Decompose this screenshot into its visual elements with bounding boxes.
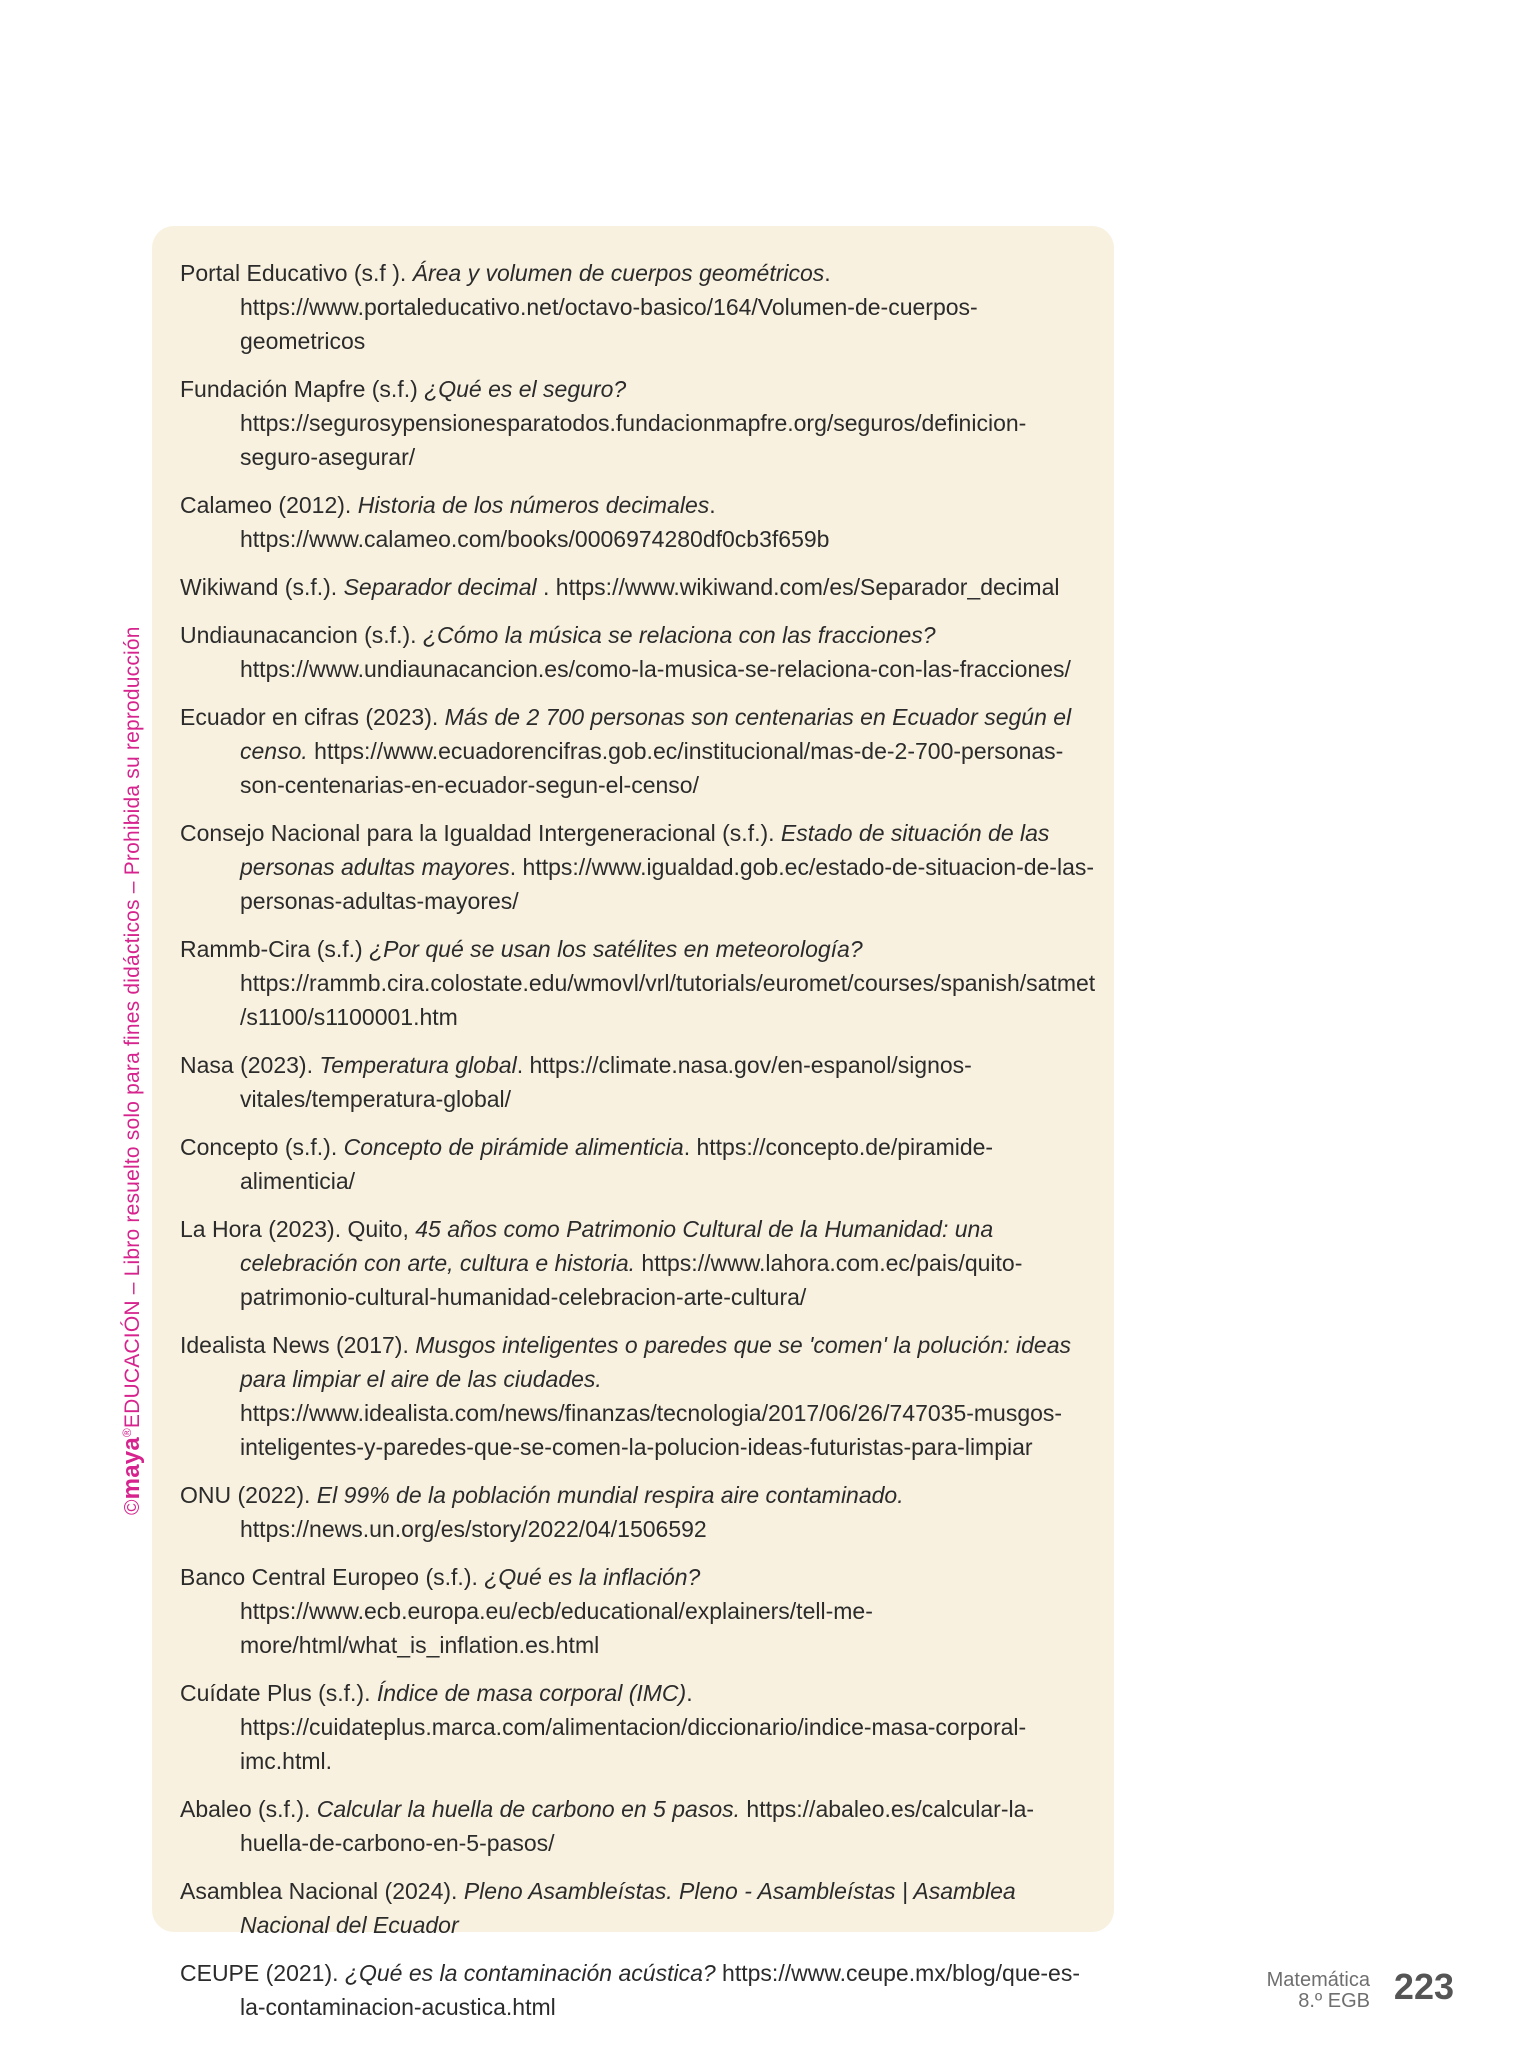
reference-entry xyxy=(180,1212,1096,1314)
reference-link[interactable]: . https://www.calameo.com/books/0006974280df0cb3f659b xyxy=(240,492,830,552)
reference-entry xyxy=(180,1792,1096,1860)
reference-author: Cuídate Plus (s.f.). xyxy=(180,1680,377,1706)
reference-author: Abaleo (s.f.). xyxy=(180,1796,317,1822)
reference-link[interactable]: https://www.ecuadorencifras.gob.ec/institucional/mas-de-2-700-personas-son-centenarias-en-ecuador-segun-el-censo/ xyxy=(240,738,1064,798)
reference-entry xyxy=(180,488,1096,556)
reference-entry xyxy=(180,700,1096,802)
reference-entry xyxy=(180,1130,1096,1198)
reference-link[interactable]: . https://www.portaleducativo.net/octavo-basico/164/Volumen-de-cuerpos-geometricos xyxy=(240,260,978,354)
reference-entry xyxy=(180,570,1096,604)
reference-title: 45 años como Patrimonio Cultural de la Humanidad: una celebración con arte, cultura e historia. xyxy=(240,1216,994,1276)
reference-title: Área y volumen de cuerpos geométricos xyxy=(412,260,825,286)
reference-author: ONU (2022). xyxy=(180,1482,317,1508)
reference-author: Concepto (s.f.). xyxy=(180,1134,344,1160)
publisher-brand: maya xyxy=(118,1437,145,1500)
reference-link[interactable]: https://rammb.cira.colostate.edu/wmovl/vrl/tutorials/euromet/courses/spanish/satmet/s1100/s1100001.htm xyxy=(240,970,1096,1030)
footer-subject: Matemática xyxy=(1266,1969,1370,1991)
reference-link[interactable]: https://www.ecb.europa.eu/ecb/educational/explainers/tell-me-more/html/what_is_inflation.es.html xyxy=(240,1598,873,1658)
copyright-symbol: © xyxy=(121,1499,144,1515)
reference-title: Pleno Asambleístas. Pleno - Asambleístas | Asamblea Nacional del Ecuador xyxy=(240,1878,1016,1938)
reference-link[interactable]: . https://www.wikiwand.com/es/Separador_decimal xyxy=(536,574,1060,600)
reference-author: Idealista News (2017). xyxy=(180,1332,416,1358)
reference-link[interactable]: . https://climate.nasa.gov/en-espanol/signos-vitales/temperatura-global/ xyxy=(240,1052,972,1112)
reference-entry xyxy=(180,372,1096,474)
reference-author: Nasa (2023). xyxy=(180,1052,320,1078)
reference-link[interactable]: https://www.lahora.com.ec/pais/quito-patrimonio-cultural-humanidad-celebracion-arte-cultura/ xyxy=(240,1250,1023,1310)
reference-entry xyxy=(180,1560,1096,1662)
reference-title: El 99% de la población mundial respira aire contaminado. xyxy=(316,1482,904,1508)
reference-entry xyxy=(180,1874,1096,1942)
reference-title: ¿Qué es la contaminación acústica? xyxy=(344,1960,716,1986)
reference-author: Consejo Nacional para la Igualdad Intergeneracional (s.f.). xyxy=(180,820,781,846)
reference-title: Separador decimal xyxy=(343,574,537,600)
reference-entry xyxy=(180,618,1096,686)
reference-link[interactable]: https://segurosypensionesparatodos.fundacionmapfre.org/seguros/definicion-seguro-asegurar/ xyxy=(240,410,1027,470)
reference-title: Musgos inteligentes o paredes que se 'comen' la polución: ideas para limpiar el aire de las ciudades. xyxy=(240,1332,1071,1392)
reference-entry xyxy=(180,1676,1096,1778)
page-number: 223 xyxy=(1393,1966,1454,2007)
reference-title: Historia de los números decimales xyxy=(357,492,710,518)
reference-author: Rammb-Cira (s.f.) xyxy=(180,936,370,962)
reference-entry xyxy=(180,1048,1096,1116)
reference-title: Estado de situación de las personas adultas mayores xyxy=(240,820,1050,880)
copyright-text: EDUCACIÓN – Libro resuelto solo para fines didácticos – Prohibida su reproducción xyxy=(121,626,144,1429)
reference-title: ¿Por qué se usan los satélites en meteorología? xyxy=(369,936,863,962)
reference-link[interactable]: https://www.ceupe.mx/blog/que-es-la-contaminacion-acustica.html xyxy=(240,1960,1081,2020)
reference-author: Ecuador en cifras (2023). xyxy=(180,704,445,730)
reference-link[interactable]: . https://concepto.de/piramide-alimenticia/ xyxy=(240,1134,994,1194)
registered-mark: ® xyxy=(120,1428,134,1438)
reference-link[interactable]: https://www.undiaunacancion.es/como-la-musica-se-relaciona-con-las-fracciones/ xyxy=(240,656,1071,682)
reference-entry xyxy=(180,932,1096,1034)
reference-entry xyxy=(180,1328,1096,1464)
reference-title: ¿Cómo la música se relaciona con las fracciones? xyxy=(422,622,936,648)
reference-author: Banco Central Europeo (s.f.). xyxy=(180,1564,485,1590)
footer-subject-block xyxy=(1267,1970,1370,2012)
reference-title: Más de 2 700 personas son centenarias en Ecuador según el censo. xyxy=(240,704,1072,764)
reference-entry xyxy=(180,1956,1096,2024)
reference-author: Portal Educativo (s.f ). xyxy=(180,260,413,286)
reference-entry xyxy=(180,1478,1096,1546)
reference-title: Calcular la huella de carbono en 5 pasos. xyxy=(316,1796,741,1822)
reference-title: ¿Qué es el seguro? xyxy=(424,376,627,402)
reference-link[interactable]: https://news.un.org/es/story/2022/04/1506592 xyxy=(240,1516,707,1542)
reference-link[interactable]: . https://www.igualdad.gob.ec/estado-de-situacion-de-las-personas-adultas-mayores/ xyxy=(240,854,1095,914)
reference-link[interactable]: https://www.idealista.com/news/finanzas/tecnologia/2017/06/26/747035-musgos-inteligentes-y-paredes-que-se-comen-la-polucion-ideas-futuristas-para-limpiar xyxy=(240,1400,1063,1460)
reference-title: Índice de masa corporal (IMC) xyxy=(376,1680,687,1706)
reference-author: Fundación Mapfre (s.f.) xyxy=(180,376,425,402)
reference-link[interactable]: https://abaleo.es/calcular-la-huella-de-carbono-en-5-pasos/ xyxy=(240,1796,1035,1856)
vertical-copyright-notice xyxy=(118,626,146,1515)
reference-author: CEUPE (2021). xyxy=(180,1960,345,1986)
reference-title: ¿Qué es la inflación? xyxy=(484,1564,701,1590)
reference-link[interactable]: . https://cuidateplus.marca.com/alimentacion/diccionario/indice-masa-corporal-imc.html. xyxy=(240,1680,1027,1774)
reference-title: Temperatura global xyxy=(319,1052,517,1078)
references-panel xyxy=(152,226,1114,2020)
reference-author: Calameo (2012). xyxy=(180,492,358,518)
reference-entry xyxy=(180,816,1096,918)
reference-entry xyxy=(180,256,1096,358)
reference-author: La Hora (2023). Quito, xyxy=(180,1216,416,1242)
reference-title: Concepto de pirámide alimenticia xyxy=(343,1134,684,1160)
reference-author: Wikiwand (s.f.). xyxy=(180,574,344,600)
references-list xyxy=(180,256,1096,2024)
reference-author: Undiaunacancion (s.f.). xyxy=(180,622,423,648)
reference-author: Asamblea Nacional (2024). xyxy=(180,1878,464,1904)
footer-grade: 8.º EGB xyxy=(1298,1990,1370,2012)
